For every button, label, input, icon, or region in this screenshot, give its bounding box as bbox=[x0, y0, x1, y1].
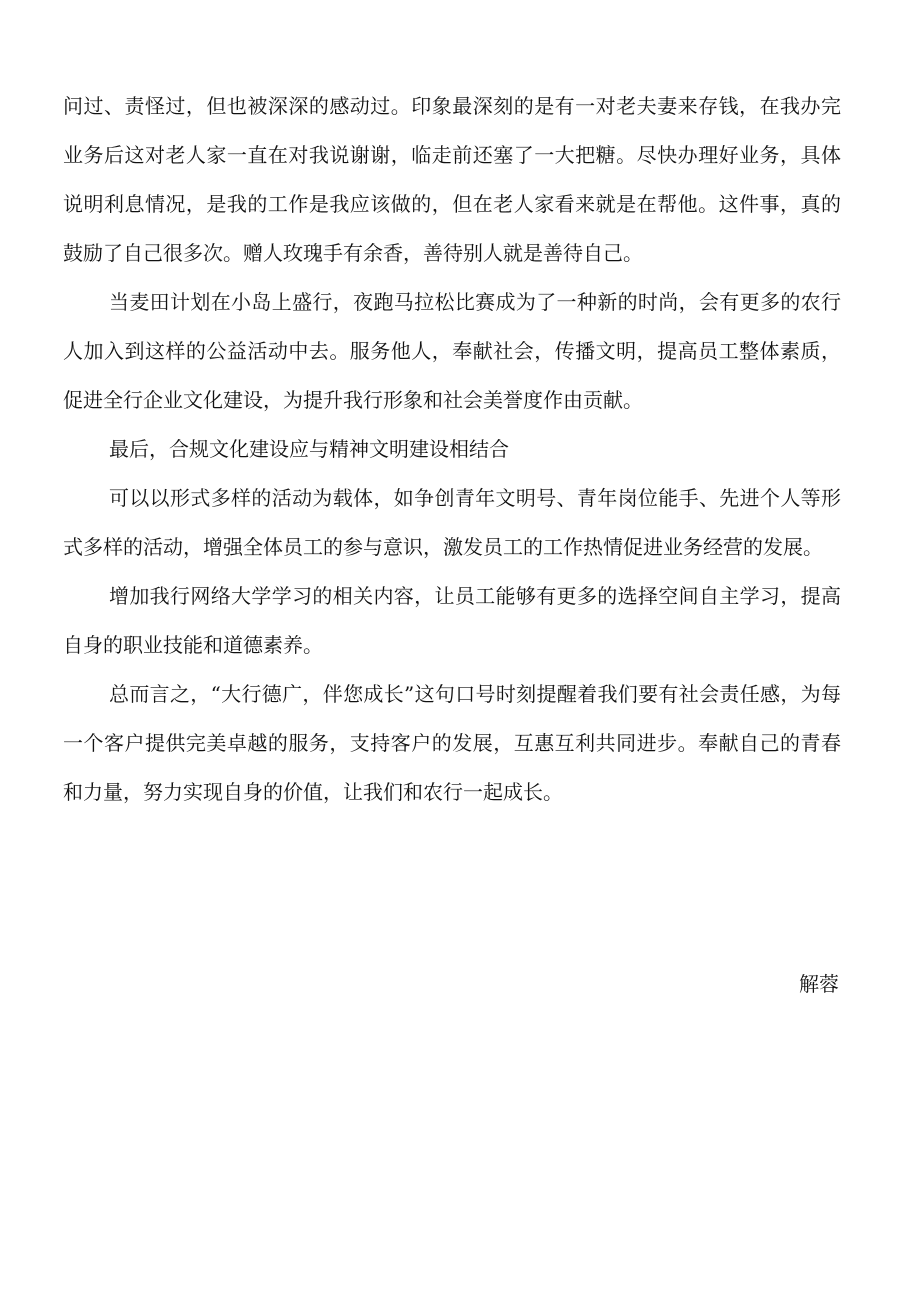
paragraph: 增加我行网络大学学习的相关内容，让员工能够有更多的选择空间自主学习，提高自身的职业技能和道德素养。 bbox=[63, 584, 841, 657]
paragraph: 总而言之，“大行德广，伴您成长”这句口号时刻提醒着我们要有社会责任感，为每一个客户提供完美卓越的服务，支持客户的发展，互惠互利共同进步。奉献自己的青春和力量，努力实现自身的价值，让我们和农行一起成长。 bbox=[63, 682, 841, 804]
paragraph: 可以以形式多样的活动为载体，如争创青年文明号、青年岗位能手、先进个人等形式多样的活动，增强全体员工的参与意识，激发员工的工作热情促进业务经营的发展。 bbox=[63, 486, 841, 559]
paragraph: 当麦田计划在小岛上盛行，夜跑马拉松比赛成为了一种新的时尚，会有更多的农行人加入到这样的公益活动中去。服务他人，奉献社会，传播文明，提高员工整体素质，促进全行企业文化建设，为提升我行形象和社会美誉度作由贡献。 bbox=[63, 290, 841, 412]
document-body bbox=[63, 82, 841, 817]
paragraph: 问过、责怪过，但也被深深的感动过。印象最深刻的是有一对老夫妻来存钱，在我办完业务后这对老人家一直在对我说谢谢，临走前还塞了一大把糖。尽快办理好业务，具体说明利息情况，是我的工作是我应该做的，但在老人家看来就是在帮他。这件事，真的鼓励了自己很多次。赠人玫瑰手有余香，善待别人就是善待自己。 bbox=[63, 94, 841, 265]
section-heading: 最后，合规文化建设应与精神文明建设相结合 bbox=[109, 437, 509, 461]
author-signature: 解蓉 bbox=[799, 972, 839, 996]
